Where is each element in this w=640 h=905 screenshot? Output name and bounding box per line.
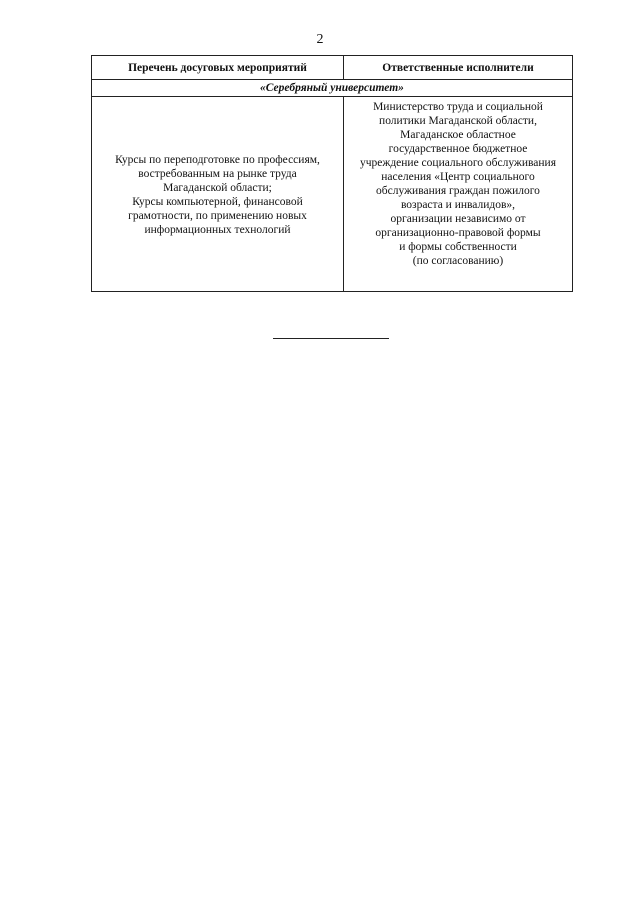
section-row xyxy=(92,80,573,97)
executors-line: государственное бюджетное xyxy=(388,143,528,155)
executors-line: учреждение социального обслуживания xyxy=(359,157,556,169)
activities-cell xyxy=(92,97,344,292)
executors-line: населения «Центр социального xyxy=(381,171,535,183)
end-divider-line xyxy=(273,338,389,339)
executors-line: возраста и инвалидов», xyxy=(400,199,516,211)
executors-line: Магаданское областное xyxy=(400,129,516,141)
table-header-row xyxy=(92,56,573,80)
activities-line: востребованным на рынке труда xyxy=(138,168,297,180)
executors-cell xyxy=(344,97,573,292)
activities-line: Курсы по переподготовке по профессиям, xyxy=(115,154,320,166)
activities-line: информационных технологий xyxy=(144,224,291,236)
section-title: «Серебряный университет» xyxy=(92,80,573,97)
activities-line: грамотности, по применению новых xyxy=(128,210,307,222)
table-row xyxy=(92,97,573,292)
executors-line: организации независимо от xyxy=(390,213,526,225)
activities-line: Курсы компьютерной, финансовой xyxy=(132,196,303,208)
activities-table xyxy=(91,55,573,292)
executors-line: и формы собственности xyxy=(399,241,517,253)
header-executors: Ответственные исполнители xyxy=(344,56,573,80)
executors-line: (по согласованию) xyxy=(412,255,504,267)
header-activities: Перечень досуговых мероприятий xyxy=(92,56,344,80)
activities-line: Магаданской области; xyxy=(163,182,272,194)
page-number: 2 xyxy=(316,32,324,47)
executors-line: обслуживания граждан пожилого xyxy=(376,185,540,197)
executors-line: организационно-правовой формы xyxy=(375,227,541,239)
executors-line: Министерство труда и социальной xyxy=(373,101,543,113)
executors-line: политики Магаданской области, xyxy=(379,115,537,127)
